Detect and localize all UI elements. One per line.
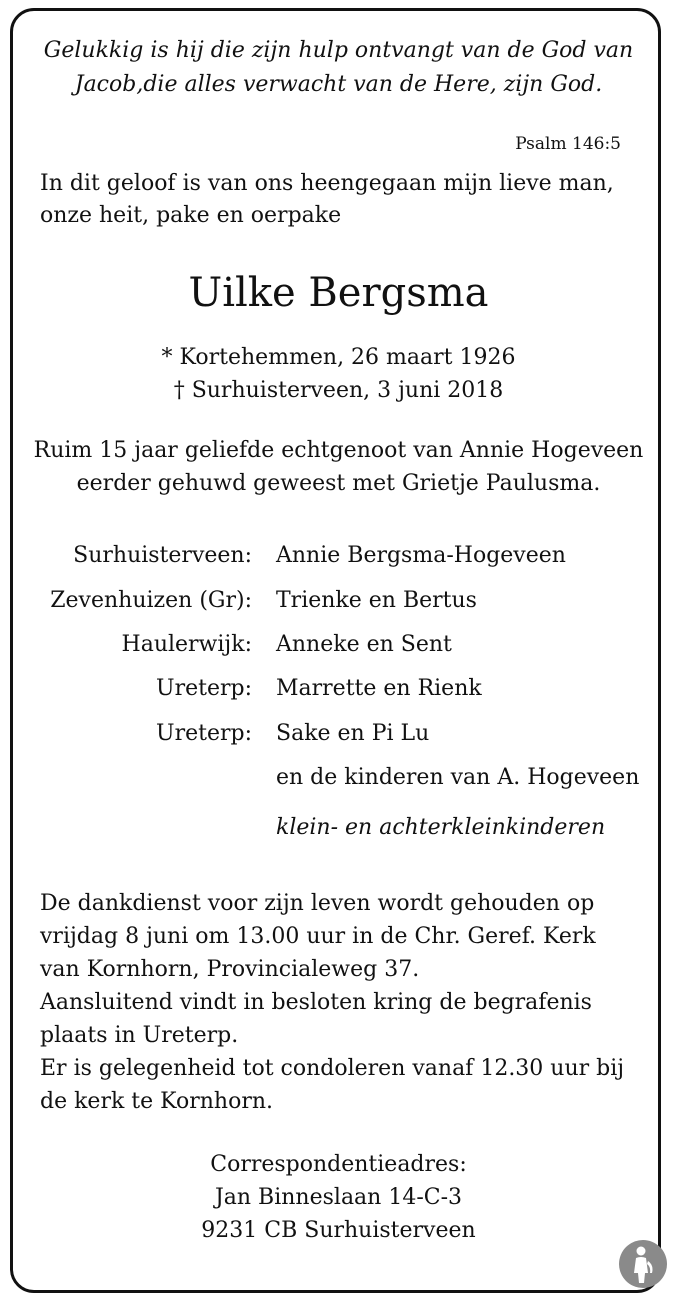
- relatives-extra: en de kinderen van A. Hogeveen: [276, 765, 640, 790]
- intro-line-2: onze heit, pake en oerpake: [40, 203, 342, 228]
- relative-names: Sake en Pi Lu: [276, 721, 430, 746]
- birth-line: * Kortehemmen, 26 maart 1926: [161, 345, 516, 370]
- relative-place: Haulerwijk:: [121, 632, 252, 657]
- marriage-line-2: eerder gehuwd geweest met Grietje Paulusma.: [76, 471, 601, 496]
- service-line-1: De dankdienst voor zijn leven wordt gehouden op: [40, 891, 595, 916]
- relative-names: Trienke en Bertus: [276, 588, 477, 613]
- relative-names: Annie Bergsma-Hogeveen: [276, 543, 566, 568]
- relative-names: Anneke en Sent: [276, 632, 452, 657]
- memorial-figure-icon: [618, 1239, 668, 1289]
- correspondence-label: Correspondentieadres:: [210, 1152, 467, 1177]
- service-line-6: Er is gelegenheid tot condoleren vanaf 12.30 uur bij: [40, 1056, 625, 1081]
- intro-line-1: In dit geloof is van ons heengegaan mijn lieve man,: [40, 171, 614, 196]
- service-line-3: van Kornhorn, Provincialeweg 37.: [40, 957, 420, 982]
- verse-reference: Psalm 146:5: [515, 134, 621, 154]
- service-line-4: Aansluitend vindt in besloten kring de begrafenis: [40, 990, 592, 1015]
- correspondence-city: 9231 CB Surhuisterveen: [201, 1218, 476, 1243]
- marriage-line-1: Ruim 15 jaar geliefde echtgenoot van Annie Hogeveen: [33, 438, 644, 463]
- grandchildren-line: klein- en achterkleinkinderen: [276, 815, 606, 840]
- deceased-name: Uilke Bergsma: [188, 270, 489, 316]
- verse-line-2: Jacob,die alles verwacht van de Here, zijn God.: [74, 72, 603, 97]
- death-line: † Surhuisterveen, 3 juni 2018: [173, 378, 504, 403]
- relative-place: Ureterp:: [156, 721, 252, 746]
- relative-place: Ureterp:: [156, 676, 252, 701]
- verse-line-1: Gelukkig is hij die zijn hulp ontvangt van de God van: [43, 38, 634, 63]
- service-line-2: vrijdag 8 juni om 13.00 uur in de Chr. Geref. Kerk: [40, 924, 596, 949]
- service-line-5: plaats in Ureterp.: [40, 1023, 239, 1048]
- relative-names: Marrette en Rienk: [276, 676, 482, 701]
- relative-place: Zevenhuizen (Gr):: [50, 588, 252, 613]
- relative-place: Surhuisterveen:: [73, 543, 252, 568]
- correspondence-street: Jan Binneslaan 14-C-3: [214, 1185, 463, 1210]
- service-line-7: de kerk te Kornhorn.: [40, 1089, 274, 1114]
